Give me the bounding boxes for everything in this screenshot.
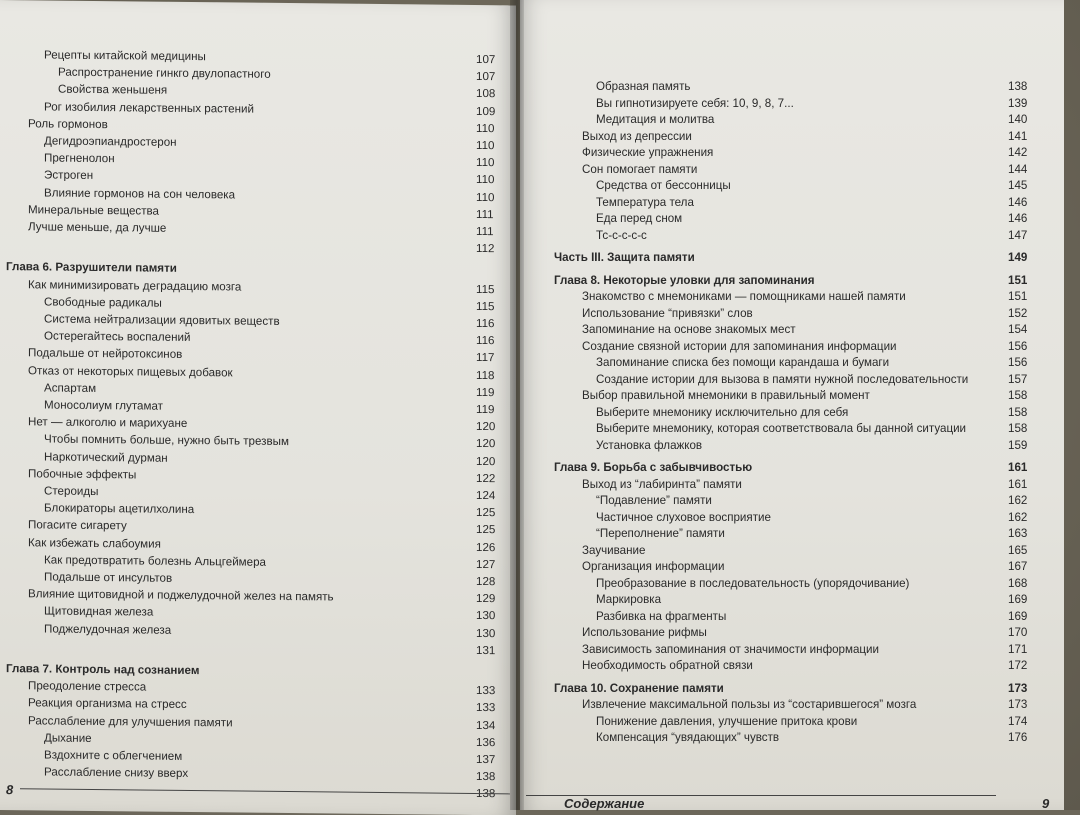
- toc-entry-title: Реакция организма на стресс: [28, 696, 187, 712]
- left-page-number: 8: [6, 782, 14, 798]
- toc-entry: [0, 518, 510, 537]
- toc-entry-title: Влияние щитовидной и поджелудочной желез на память: [28, 587, 334, 604]
- right-footer-title: Содержание: [564, 796, 645, 811]
- toc-entry-title: Эстроген: [44, 168, 94, 183]
- toc-entry: [520, 130, 1060, 144]
- toc-entry-page: 110: [476, 190, 495, 204]
- toc-entry-page: 170: [1008, 626, 1028, 639]
- toc-entry-title: Роль гормонов: [28, 117, 108, 131]
- toc-entry-title: Отказ от некоторых пищевых добавок: [28, 363, 233, 380]
- toc-entry: [520, 146, 1060, 160]
- toc-heading: [520, 682, 1060, 696]
- toc-entry-page: 126: [476, 540, 496, 554]
- toc-entry-page: 136: [476, 735, 496, 749]
- toc-entry-page: 111: [476, 224, 494, 239]
- toc-entry: [520, 97, 1060, 111]
- toc-entry: [0, 237, 510, 256]
- book-spine: [510, 0, 524, 810]
- toc-entry-title: Выбор правильной мнемоники в правильный момент: [582, 389, 870, 402]
- toc-entry: [520, 163, 1060, 177]
- toc-entry: [0, 48, 510, 67]
- toc-entry: [520, 307, 1060, 321]
- toc-entry-title: Выход из депрессии: [582, 129, 692, 143]
- toc-entry-page: 111: [476, 207, 494, 221]
- toc-entry: [520, 715, 1060, 729]
- toc-entry-page: 138: [476, 770, 496, 784]
- toc-entry-title: Заучивание: [582, 543, 646, 557]
- toc-entry: [520, 290, 1060, 304]
- toc-entry: [520, 478, 1060, 492]
- toc-entry-title: Использование рифмы: [582, 626, 707, 639]
- toc-entry-title: Глава 6. Разрушители памяти: [6, 260, 177, 276]
- toc-entry-title: Щитовидная железа: [44, 604, 154, 619]
- toc-entry-page: 117: [476, 351, 495, 365]
- toc-entry-title: Рог изобилия лекарственных растений: [44, 100, 254, 116]
- toc-entry-title: Маркировка: [596, 593, 662, 606]
- toc-heading: [0, 662, 510, 681]
- toc-entry-title: Наркотический дурман: [44, 450, 168, 465]
- toc-entry: [0, 587, 510, 606]
- toc-entry-page: 161: [1008, 477, 1028, 491]
- toc-entry-title: Побочные эффекты: [28, 467, 137, 482]
- toc-entry: [0, 100, 510, 119]
- toc-entry-page: 174: [1008, 714, 1028, 728]
- toc-entry-title: Как предотвратить болезнь Альцгеймера: [44, 553, 267, 569]
- toc-entry-title: “Подавление” памяти: [596, 494, 712, 507]
- toc-entry-title: Система нейтрализации ядовитых веществ: [44, 312, 280, 328]
- toc-entry-title: Расслабление для улучшения памяти: [28, 713, 233, 730]
- toc-entry: [520, 229, 1060, 243]
- toc-entry-page: 162: [1008, 510, 1028, 524]
- toc-entry: [520, 439, 1060, 453]
- toc-entry-page: 139: [1008, 96, 1028, 110]
- toc-entry-page: 156: [1008, 339, 1028, 353]
- toc-entry-title: Глава 7. Контроль над сознанием: [6, 662, 200, 678]
- toc-entry-title: Преодоление стресса: [28, 679, 147, 694]
- toc-entry-title: Запоминание списка без помощи карандаша и бумаги: [596, 356, 890, 369]
- toc-entry: [520, 422, 1060, 436]
- toc-entry-page: 157: [1008, 372, 1028, 386]
- toc-entry: [0, 450, 510, 469]
- toc-entry: [0, 731, 510, 750]
- toc-entry-page: 108: [476, 87, 496, 101]
- toc-entry: [520, 626, 1060, 640]
- toc-entry: [0, 346, 510, 365]
- toc-entry: [0, 639, 510, 658]
- toc-entry-page: 167: [1008, 560, 1028, 573]
- toc-entry-page: 151: [1008, 273, 1028, 287]
- toc-entry-page: [476, 787, 495, 801]
- toc-heading: [520, 251, 1060, 265]
- toc-entry-title: Сон помогает памяти: [582, 162, 698, 176]
- toc-entry-page: 137: [476, 752, 496, 767]
- toc-entry-page: 112: [476, 242, 495, 256]
- toc-heading: [520, 274, 1060, 288]
- toc-entry: [520, 560, 1060, 574]
- toc-entry: [0, 381, 510, 400]
- toc-entry-title: Рецепты китайской медицины: [44, 48, 206, 64]
- toc-entry: [0, 151, 510, 170]
- toc-entry-title: Погасите сигарету: [28, 518, 127, 533]
- toc-entry-page: 115: [476, 299, 495, 313]
- toc-entry-page: 169: [1008, 593, 1028, 606]
- toc-entry-title: Компенсация “увядающих” чувств: [596, 731, 780, 744]
- toc-entry: [0, 295, 510, 314]
- toc-entry-title: Образная память: [596, 80, 691, 93]
- toc-entry: [0, 679, 510, 698]
- toc-entry-title: Организация информации: [582, 560, 725, 573]
- toc-entry: [520, 577, 1060, 591]
- toc-entry-page: 131: [476, 643, 496, 657]
- toc-entry: [0, 536, 510, 555]
- toc-entry-page: 165: [1008, 543, 1028, 557]
- toc-entry-title: Разбивка на фрагменты: [596, 609, 727, 623]
- toc-entry-title: Расслабление снизу вверх: [44, 765, 189, 781]
- toc-entry: [520, 373, 1060, 387]
- toc-entry: [0, 364, 510, 383]
- toc-entry-page: 145: [1008, 179, 1028, 192]
- toc-entry: [520, 731, 1060, 745]
- toc-entry: [520, 643, 1060, 657]
- toc-entry-title: Аспартам: [44, 381, 97, 395]
- toc-entry-page: 133: [476, 684, 496, 698]
- toc-entry-page: 162: [1008, 494, 1028, 507]
- toc-entry-page: 129: [476, 592, 496, 606]
- toc-entry-page: 176: [1008, 731, 1028, 744]
- toc-entry-page: 156: [1008, 356, 1028, 369]
- toc-entry-page: 169: [1008, 609, 1028, 623]
- toc-entry: [0, 220, 510, 239]
- toc-entry-title: Выход из “лабиринта” памяти: [582, 477, 742, 491]
- toc-entry: [0, 604, 510, 623]
- toc-entry-title: Лучше меньше, да лучше: [28, 220, 167, 235]
- toc-entry-title: Температура тела: [596, 195, 694, 209]
- toc-entry-title: Блокираторы ацетилхолина: [44, 501, 195, 517]
- toc-entry-title: Подальше от инсультов: [44, 570, 173, 585]
- toc-entry: [520, 340, 1060, 354]
- toc-entry: [520, 698, 1060, 712]
- toc-entry-page: 168: [1008, 576, 1028, 590]
- toc-entry-title: Вздохните с облегчением: [44, 748, 183, 763]
- toc-entry-title: Распространение гинкго двулопастного: [58, 65, 271, 82]
- toc-entry-title: Глава 10. Сохранение памяти: [554, 681, 724, 695]
- toc-entry-title: Прегненолон: [44, 151, 115, 166]
- toc-entry-page: 130: [476, 626, 496, 640]
- toc-entry-page: 140: [1008, 113, 1028, 126]
- toc-entry: [520, 179, 1060, 193]
- toc-entry-page: 116: [476, 316, 495, 331]
- toc-entry-title: Создание истории для вызова в памяти нужной последовательности: [596, 372, 969, 386]
- toc-entry-title: Зависимость запоминания от значимости информации: [582, 642, 880, 656]
- toc-entry: [0, 203, 510, 222]
- toc-entry: [0, 696, 510, 715]
- toc-entry-title: Выберите мнемонику, которая соответствовала бы данной ситуации: [596, 422, 967, 435]
- toc-entry-title: Влияние гормонов на сон человека: [44, 186, 236, 202]
- toc-entry-title: Средства от бессонницы: [596, 179, 731, 192]
- toc-entry: [520, 544, 1060, 558]
- toc-entry-page: 110: [476, 138, 495, 153]
- toc-entry: [520, 323, 1060, 337]
- toc-entry-title: Необходимость обратной связи: [582, 659, 753, 672]
- toc-entry: [0, 398, 510, 417]
- toc-entry: [520, 610, 1060, 624]
- toc-entry: [520, 212, 1060, 226]
- toc-entry: [0, 467, 510, 486]
- toc-entry-page: 125: [476, 523, 496, 537]
- left-page: [0, 0, 516, 815]
- toc-entry-page: 110: [476, 173, 495, 187]
- toc-entry-page: 128: [476, 574, 496, 589]
- toc-entry: [0, 570, 510, 589]
- toc-entry-title: Извлечение максимальной пользы из “состарившегося” мозга: [582, 698, 917, 711]
- right-page-number: 9: [1042, 796, 1050, 811]
- toc-entry: [520, 659, 1060, 673]
- toc-entry-title: Свободные радикалы: [44, 295, 162, 310]
- toc-entry-title: “Переполнение” памяти: [596, 527, 725, 540]
- toc-entry-page: 127: [476, 557, 496, 571]
- toc-entry: [0, 278, 510, 297]
- toc-entry-title: Часть III. Защита памяти: [554, 251, 695, 264]
- toc-entry: [520, 356, 1060, 370]
- toc-entry-page: 149: [1008, 251, 1028, 264]
- toc-entry-page: 146: [1008, 195, 1028, 209]
- toc-entry: [0, 432, 510, 451]
- toc-entry: [520, 80, 1060, 94]
- toc-entry-title: Моносолиум глутамат: [44, 398, 163, 413]
- toc-entry-title: Частичное слуховое восприятие: [596, 510, 771, 524]
- toc-entry: [0, 622, 510, 641]
- toc-entry-title: Подальше от нейротоксинов: [28, 346, 183, 362]
- toc-entry-page: 146: [1008, 212, 1028, 225]
- toc-entry-page: 110: [476, 156, 495, 170]
- toc-entry-page: 107: [476, 52, 496, 67]
- toc-entry-title: Остерегайтесь воспалений: [44, 329, 191, 345]
- toc-entry: [0, 82, 510, 101]
- toc-entry-page: 171: [1008, 642, 1028, 656]
- toc-entry: [0, 501, 510, 520]
- toc-entry-title: Глава 8. Некоторые уловки для запоминания: [554, 273, 815, 287]
- toc-entry-page: 154: [1008, 323, 1028, 336]
- toc-entry-page: 158: [1008, 389, 1028, 402]
- toc-entry-page: 116: [476, 334, 495, 348]
- toc-entry: [0, 553, 510, 572]
- toc-entry-title: Поджелудочная железа: [44, 622, 172, 637]
- toc-entry: [0, 748, 510, 767]
- toc-entry-title: Использование “привязки” слов: [582, 306, 753, 320]
- toc-entry-page: 142: [1008, 146, 1028, 159]
- toc-heading: [520, 461, 1060, 475]
- right-page: [520, 0, 1064, 810]
- toc-entry-title: Вы гипнотизируете себя: 10, 9, 8, 7...: [596, 96, 794, 110]
- toc-entry-page: 173: [1008, 698, 1028, 711]
- toc-entry-page: 141: [1008, 129, 1028, 143]
- toc-entry: [520, 593, 1060, 607]
- toc-entry-title: Выберите мнемонику исключительно для себя: [596, 405, 849, 419]
- toc-entry-page: 161: [1008, 461, 1028, 474]
- toc-entry-title: Еда перед сном: [596, 212, 683, 225]
- toc-entry-title: Дыхание: [44, 731, 92, 745]
- toc-entry: [520, 389, 1060, 403]
- toc-entry: [0, 134, 510, 153]
- toc-entry-title: Тс-с-с-с-с: [596, 228, 647, 242]
- toc-entry-page: 109: [476, 104, 496, 118]
- toc-entry-title: Медитация и молитва: [596, 113, 715, 126]
- toc-entry-page: 120: [476, 454, 496, 468]
- toc-heading: [0, 260, 510, 279]
- toc-entry-page: 163: [1008, 527, 1028, 540]
- toc-entry: [0, 312, 510, 331]
- toc-entry-page: 133: [476, 701, 496, 715]
- toc-entry-page: 130: [476, 609, 496, 623]
- toc-entry-page: 158: [1008, 405, 1028, 419]
- toc-entry: [0, 168, 510, 187]
- toc-entry-title: Минеральные вещества: [28, 203, 160, 218]
- toc-entry-page: 144: [1008, 162, 1028, 176]
- toc-entry: [0, 484, 510, 503]
- toc-entry: [0, 415, 510, 434]
- toc-entry-page: 152: [1008, 306, 1028, 320]
- toc-entry-page: 119: [476, 385, 495, 399]
- toc-entry-page: 118: [476, 368, 495, 382]
- toc-entry-title: Как избежать слабоумия: [28, 535, 161, 551]
- toc-entry-title: Стероиды: [44, 484, 99, 499]
- toc-entry-page: 120: [476, 437, 496, 451]
- toc-entry-page: 125: [476, 506, 496, 520]
- toc-entry-page: 138: [1008, 80, 1028, 93]
- toc-entry-title: Понижение давления, улучшение притока крови: [596, 714, 858, 728]
- toc-entry-title: Нет — алкоголю и марихуане: [28, 415, 188, 431]
- toc-entry-page: 158: [1008, 422, 1028, 435]
- toc-entry-page: 159: [1008, 438, 1028, 452]
- toc-entry-page: 151: [1008, 290, 1028, 303]
- toc-entry-title: Преобразование в последовательность (упорядочивание): [596, 576, 910, 590]
- toc-entry-page: 124: [476, 488, 496, 503]
- toc-entry-page: 119: [476, 402, 495, 417]
- toc-entry-page: 107: [476, 70, 496, 84]
- toc-entry-title: Чтобы помнить больше, нужно быть трезвым: [44, 432, 289, 449]
- toc-entry-title: Дегидроэпиандростерон: [44, 134, 177, 149]
- toc-entry: [520, 196, 1060, 210]
- toc-entry: [0, 117, 510, 136]
- toc-entry: [520, 511, 1060, 525]
- toc-entry-page: 172: [1008, 659, 1028, 672]
- toc-entry-page: 115: [476, 282, 495, 296]
- toc-entry-title: Как минимизировать деградацию мозга: [28, 277, 242, 294]
- toc-entry: [0, 329, 510, 348]
- toc-entry: [0, 714, 510, 733]
- toc-entry-title: Запоминание на основе знакомых мест: [582, 323, 796, 336]
- toc-entry-title: Знакомство с мнемониками — помощниками нашей памяти: [582, 290, 906, 303]
- toc-entry: [520, 494, 1060, 508]
- toc-entry: [0, 186, 510, 205]
- toc-entry-title: Свойства женьшеня: [58, 82, 168, 98]
- toc-entry: [0, 65, 510, 84]
- toc-entry: [0, 765, 510, 784]
- toc-entry: [520, 113, 1060, 127]
- toc-entry-page: 134: [476, 718, 496, 732]
- toc-entry-title: Установка флажков: [596, 438, 703, 452]
- toc-entry-page: 120: [476, 420, 496, 434]
- toc-entry-page: 110: [476, 121, 495, 135]
- toc-entry-title: Физические упражнения: [582, 146, 714, 159]
- toc-entry-page: 122: [476, 471, 496, 485]
- toc-entry: [520, 406, 1060, 420]
- toc-entry-page: 173: [1008, 681, 1028, 695]
- toc-entry-title: Глава 9. Борьба с забывчивостью: [554, 461, 753, 474]
- toc-entry-page: 147: [1008, 228, 1028, 242]
- toc-entry: [520, 527, 1060, 541]
- toc-entry-title: Создание связной истории для запоминания информации: [582, 339, 897, 353]
